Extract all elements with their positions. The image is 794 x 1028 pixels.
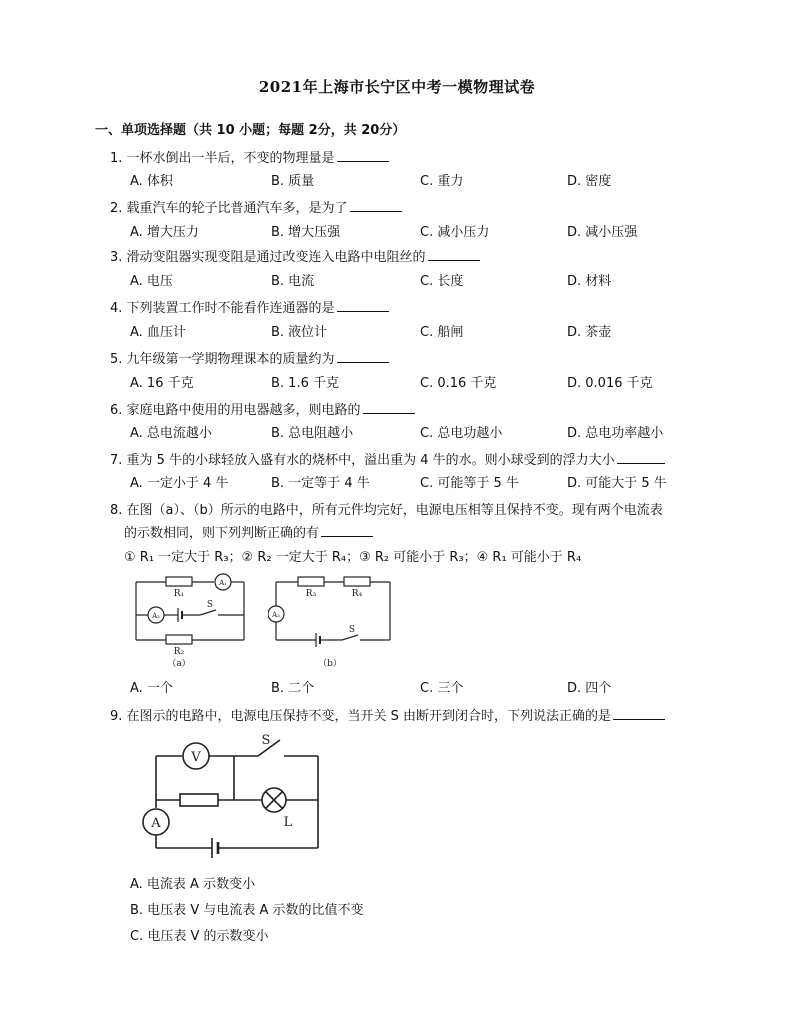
label-r2: R₂ — [173, 647, 185, 657]
option-b: B. 总电阻越小 — [271, 426, 354, 441]
option-b: B. 质量 — [271, 174, 315, 189]
options-8 — [130, 677, 690, 695]
option-a: A. 电压 — [130, 274, 173, 289]
caption-a: （a） — [167, 659, 191, 669]
option-d: D. 减小压强 — [567, 225, 638, 240]
question-stem: 2. 载重汽车的轮子比普通汽车多，是为了 — [110, 201, 348, 216]
options-3 — [130, 270, 690, 288]
answer-blank — [337, 299, 389, 312]
label-s-b: S — [348, 625, 356, 635]
option-d: D. 四个 — [567, 681, 612, 696]
answer-blank — [337, 149, 389, 162]
option-a: A. 一定小于 4 牛 — [130, 476, 229, 491]
label-s-a: S — [206, 600, 214, 610]
option-b: B. 二个 — [271, 681, 315, 696]
option-a: A. 增大压力 — [130, 225, 199, 240]
question-8-line2 — [124, 522, 373, 541]
question-stem: 9. 在图示的电路中，电源电压保持不变，当开关 S 由断开到闭合时，下列说法正确的是 — [110, 709, 612, 724]
option-b: B. 电压表 V 与电流表 A 示数的比值不变 — [130, 903, 364, 918]
option-a: A. 一个 — [130, 681, 173, 696]
label-r1: R₁ — [173, 589, 185, 599]
question-6 — [110, 399, 415, 418]
option-b: B. 一定等于 4 牛 — [271, 476, 370, 491]
option-c: C. 可能等于 5 牛 — [420, 476, 519, 491]
label-a: A — [151, 816, 161, 831]
resistor-r2 — [166, 635, 192, 644]
option-b: B. 液位计 — [271, 325, 328, 340]
option-b: B. 1.6 千克 — [271, 376, 339, 391]
circuit-figure-9 — [138, 730, 328, 862]
resistor-r4 — [344, 577, 370, 586]
circuit-figure-a — [128, 570, 258, 670]
switch-s-a — [200, 610, 216, 615]
option-a: A. 电流表 A 示数变小 — [130, 877, 256, 892]
section-heading: 一、单项选择题（共 10 小题；每题 2分，共 20分） — [95, 123, 406, 138]
resistor-r3 — [298, 577, 324, 586]
resistor-r1 — [166, 577, 192, 586]
option-d: D. 可能大于 5 牛 — [567, 476, 667, 491]
option-d: D. 茶壶 — [567, 325, 612, 340]
options-2 — [130, 221, 690, 239]
answer-blank — [350, 199, 402, 212]
question-stem: 7. 重为 5 牛的小球轻放入盛有水的烧杯中，溢出重为 4 牛的水。则小球受到的浮力大小 — [110, 453, 615, 468]
question-stem: 1. 一杯水倒出一半后，不变的物理量是 — [110, 151, 335, 166]
answer-blank — [613, 707, 665, 720]
resistor — [180, 794, 218, 806]
options-6 — [130, 422, 690, 440]
options-5 — [130, 372, 690, 390]
question-stem: 4. 下列装置工作时不能看作连通器的是 — [110, 301, 335, 316]
label-l: L — [283, 815, 293, 830]
circuit-figure-b — [268, 570, 398, 670]
label-a3: A₃ — [272, 611, 280, 619]
label-r3: R₃ — [305, 589, 317, 599]
option-b: B. 增大压强 — [271, 225, 341, 240]
option-d: D. 总电功率越小 — [567, 426, 664, 441]
exam-title: 2021年上海市长宁区中考一模物理试卷 — [258, 78, 536, 96]
option-a: A. 体积 — [130, 174, 173, 189]
option-d: D. 密度 — [567, 174, 612, 189]
answer-blank — [428, 248, 480, 261]
switch-s-b — [342, 635, 358, 640]
question-2 — [110, 197, 402, 216]
question-9 — [110, 705, 665, 724]
question-stem: 5. 九年级第一学期物理课本的质量约为 — [110, 352, 335, 367]
question-5 — [110, 348, 389, 367]
answer-blank — [337, 350, 389, 363]
question-3 — [110, 246, 480, 265]
caption-b: （b） — [318, 659, 342, 669]
label-s: S — [261, 733, 271, 748]
answer-blank — [363, 401, 415, 414]
option-a: A. 总电流越小 — [130, 426, 212, 441]
question-4 — [110, 297, 389, 316]
answer-blank — [321, 524, 373, 537]
option-c: C. 减小压力 — [420, 225, 490, 240]
option-b: B. 电流 — [271, 274, 315, 289]
question-stem-line2: 的示数相同，则下列判断正确的有 — [124, 526, 320, 541]
label-a2: A₂ — [152, 612, 160, 620]
option-d: D. 材料 — [567, 274, 612, 289]
label-a1: A₁ — [219, 579, 227, 587]
option-a: A. 血压计 — [130, 325, 186, 340]
option-c: C. 三个 — [420, 681, 464, 696]
question-7 — [110, 449, 665, 468]
question-8-judgements: ① R₁ 一定大于 R₃；② R₂ 一定大于 R₄；③ R₂ 可能小于 R₃；④ R₁ 可能小于 R₄ — [124, 550, 582, 565]
option-c: C. 电压表 V 的示数变小 — [130, 929, 269, 944]
label-r4: R₄ — [351, 589, 363, 599]
question-8 — [110, 499, 663, 518]
answer-blank — [617, 451, 665, 464]
option-c: C. 0.16 千克 — [420, 376, 497, 391]
options-4 — [130, 321, 690, 339]
question-stem: 3. 滑动变阻器实现变阻是通过改变连入电路中电阻丝的 — [110, 250, 426, 265]
question-stem-line1: 8. 在图（a）、（b）所示的电路中，所有元件均完好，电源电压相等且保持不变。现有两个电流表 — [110, 503, 663, 518]
option-d: D. 0.016 千克 — [567, 376, 653, 391]
option-c: C. 船闸 — [420, 325, 464, 340]
options-1 — [130, 170, 690, 188]
question-1 — [110, 147, 389, 166]
option-c: C. 长度 — [420, 274, 464, 289]
options-7 — [130, 472, 690, 490]
option-c: C. 重力 — [420, 174, 464, 189]
option-a: A. 16 千克 — [130, 376, 194, 391]
question-stem: 6. 家庭电路中使用的用电器越多，则电路的 — [110, 403, 361, 418]
option-c: C. 总电功越小 — [420, 426, 503, 441]
label-v: V — [191, 750, 201, 765]
